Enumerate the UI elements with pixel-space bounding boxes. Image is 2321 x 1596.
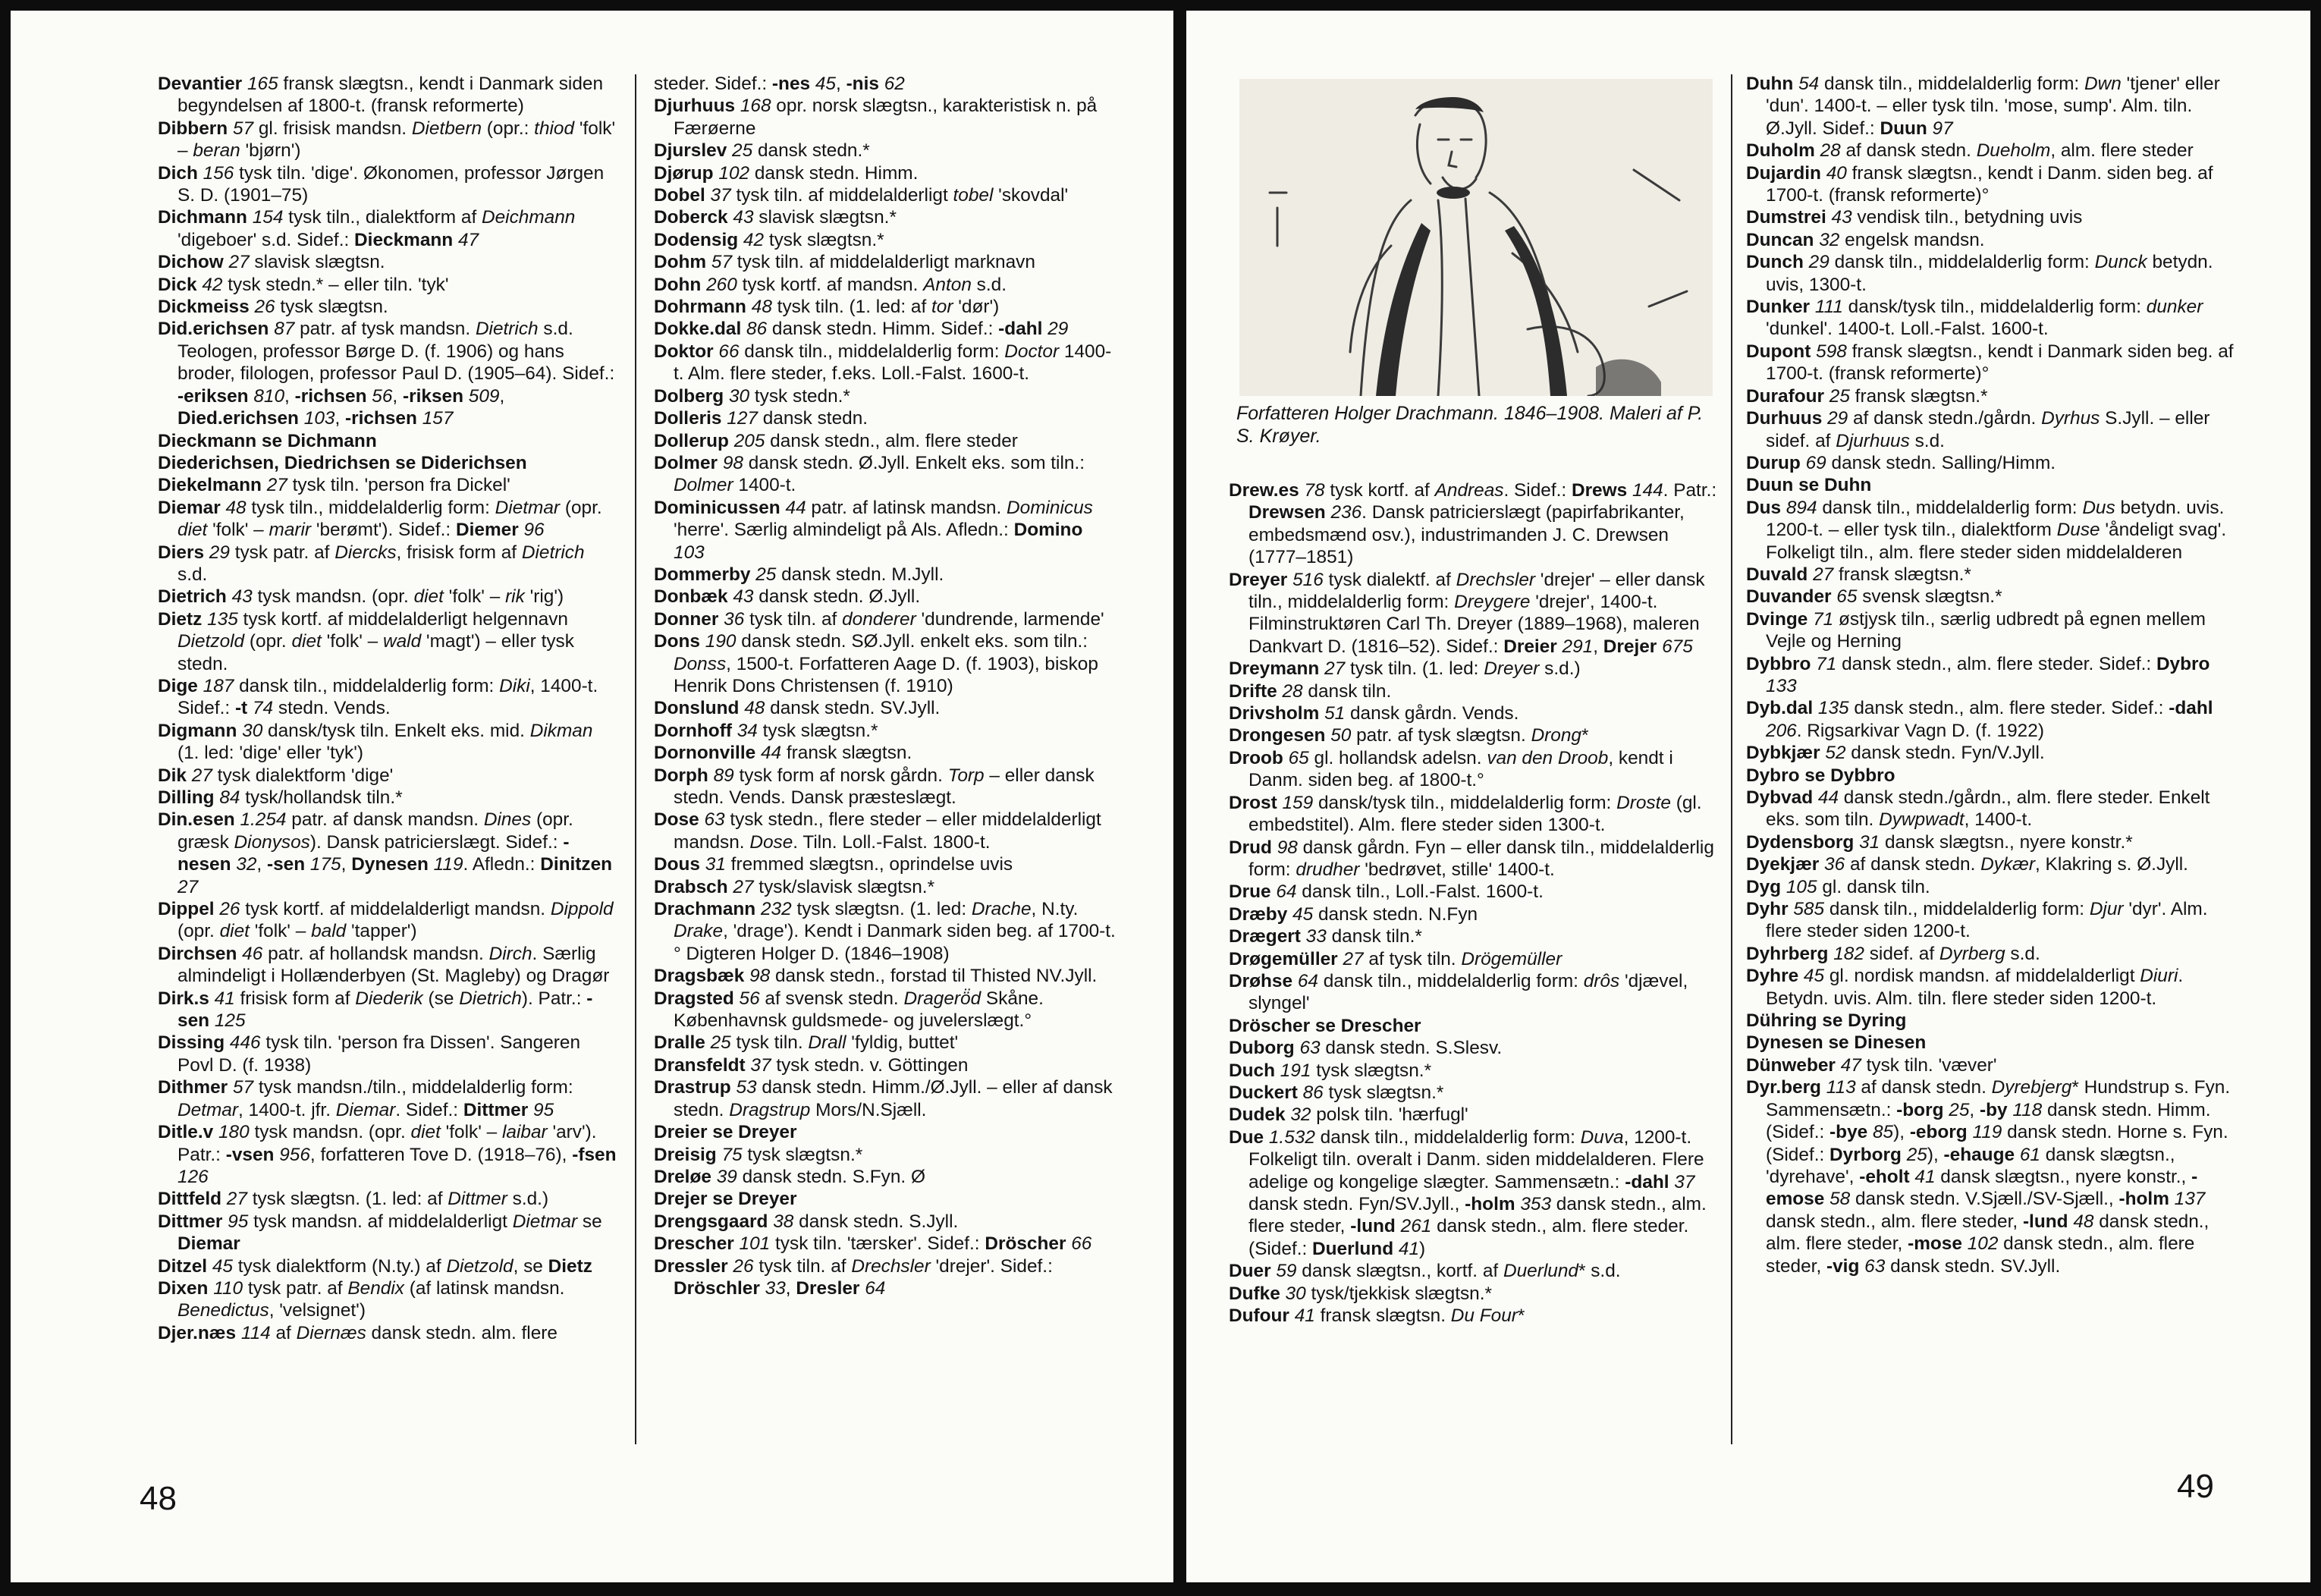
dictionary-entry: Dohm 57 tysk tiln. af middelalderligt marknavn bbox=[654, 252, 1035, 273]
dictionary-entry: Drue 64 dansk tiln., Loll.-Falst. 1600-t. bbox=[1229, 881, 1544, 903]
dictionary-entry: Dupont 598 fransk slægtsn., kendt i Danmark siden beg. af 1700-t. (fransk reformerte)° bbox=[1746, 341, 2234, 385]
column-divider bbox=[635, 74, 636, 1444]
dictionary-entry: Dragsted 56 af svensk stedn. Dragerö̈d Skåne. Københavnsk guldsmede- og juvelerslægt.° bbox=[654, 988, 1044, 1032]
dictionary-entry: Dollerup 205 dansk stedn., alm. flere steder bbox=[654, 430, 1018, 451]
dictionary-entry: Dose 63 tysk stedn., flere steder – eller middelalderligt mandsn. Dose. Tiln. Loll.-Falst. 1800-t. bbox=[654, 809, 1101, 853]
dictionary-entry: Dommerby 25 dansk stedn. M.Jyll. bbox=[654, 564, 944, 585]
dictionary-entry: Dreløe 39 dansk stedn. S.Fyn. Ø bbox=[654, 1166, 925, 1187]
dictionary-entry: Dühring se Dyring bbox=[1746, 1010, 1907, 1032]
dictionary-entry: Donbæk 43 dansk stedn. Ø.Jyll. bbox=[654, 586, 921, 608]
dictionary-entry: Dynesen se Dinesen bbox=[1746, 1032, 1927, 1054]
dictionary-entry: Dolberg 30 tysk stedn.* bbox=[654, 385, 850, 407]
dictionary-entry: Dodensig 42 tysk slægtsn.* bbox=[654, 229, 884, 250]
dictionary-entry: Diederichsen, Diedrichsen se Diderichsen bbox=[158, 452, 527, 473]
dictionary-entry: Duncan 32 engelsk mandsn. bbox=[1746, 229, 1985, 250]
dictionary-entry: Dixen 110 tysk patr. af Bendix (af latinsk mandsn. Benedictus, 'velsignet') bbox=[158, 1277, 565, 1321]
dictionary-entry: Drægert 33 dansk tiln.* bbox=[1229, 926, 1422, 947]
dictionary-entry: Djurhuus 168 opr. norsk slægtsn., karakteristisk n. på Færøerne bbox=[654, 96, 1098, 139]
dictionary-entry: Durhuus 29 af dansk stedn./gårdn. Dyrhus S.Jyll. – eller sidef. af Djurhuus s.d. bbox=[1746, 408, 2210, 451]
dictionary-entry: Dudek 32 polsk tiln. 'hærfugl' bbox=[1229, 1104, 1468, 1126]
dictionary-entry: Drøhse 64 dansk tiln., middelalderlig form: drôs 'djævel, slyngel' bbox=[1229, 970, 1688, 1014]
dictionary-entry: Dick 42 tysk stedn.* – eller tiln. 'tyk' bbox=[158, 274, 449, 295]
dictionary-entry: Dithmer 57 tysk mandsn./tiln., middelalderlig form: Detmar, 1400-t. jfr. Diemar. Sidef.: Dittmer 95 bbox=[158, 1077, 573, 1120]
dictionary-entry: Dolleris 127 dansk stedn. bbox=[654, 408, 868, 429]
dictionary-entry: Drifte 28 dansk tiln. bbox=[1229, 680, 1392, 702]
dictionary-entry: Dybvad 44 dansk stedn./gårdn., alm. flere steder. Enkelt eks. som tiln. Dywpwadt, 1400-t. bbox=[1746, 787, 2210, 831]
dictionary-entry: Devantier 165 fransk slægtsn., kendt i Danmark siden begyndelsen af 1800-t. (fransk reformerte) bbox=[158, 74, 604, 117]
dictionary-entry: Ditle.v 180 tysk mandsn. (opr. diet 'folk' – laibar 'arv'). Patr.: -vsen 956, forfatteren Tove D. (1918–76), -fsen 126 bbox=[158, 1122, 617, 1187]
dictionary-entry: Dik 27 tysk dialektform 'dige' bbox=[158, 765, 394, 786]
dictionary-entry: Drongesen 50 patr. af tysk slægtsn. Drong* bbox=[1229, 725, 1589, 746]
dictionary-entry: Digmann 30 dansk/tysk tiln. Enkelt eks. mid. Dikman (1. led: 'dige' eller 'tyk') bbox=[158, 720, 593, 764]
dictionary-entry: Dohrmann 48 tysk tiln. (1. led: af tor 'dør') bbox=[654, 297, 1000, 318]
dictionary-entry: Dolmer 98 dansk stedn. Ø.Jyll. Enkelt eks. som tiln.: Dolmer 1400-t. bbox=[654, 452, 1085, 496]
dictionary-entry: Dohn 260 tysk kortf. af mandsn. Anton s.d. bbox=[654, 274, 1007, 295]
left-page bbox=[11, 11, 1173, 1582]
dictionary-entry: Dominicussen 44 patr. af latinsk mandsn. Dominicus 'herre'. Særlig almindeligt på Als. Afledn.: Domino 103 bbox=[654, 497, 1093, 563]
dictionary-entry: Dybbro 71 dansk stedn., alm. flere steder. Sidef.: Dybro 133 bbox=[1746, 653, 2210, 696]
dictionary-entry: Dyhr 585 dansk tiln., middelalderlig form: Djur 'dyr'. Alm. flere steder siden 1200-t. bbox=[1746, 899, 2208, 942]
portrait-caption: Forfatteren Holger Drachmann. 1846–1908. Maleri af P. S. Krøyer. bbox=[1236, 403, 1704, 447]
dictionary-entry: Droob 65 gl. hollandsk adelsn. van den Droob, kendt i Danm. siden beg. af 1800-t.° bbox=[1229, 747, 1673, 791]
dictionary-entry: Duvander 65 svensk slægtsn.* bbox=[1746, 586, 2002, 608]
dictionary-entry: Dilling 84 tysk/hollandsk tiln.* bbox=[158, 787, 403, 808]
dictionary-entry: Duer 59 dansk slægtsn., kortf. af Duerlund* s.d. bbox=[1229, 1261, 1621, 1282]
dictionary-entry: Duun se Duhn bbox=[1746, 475, 1872, 496]
dictionary-entry: Dorph 89 tysk form af norsk gårdn. Torp – eller dansk stedn. Vends. Dansk præsteslægt. bbox=[654, 765, 1095, 808]
dictionary-entry: Did.erichsen 87 patr. af tysk mandsn. Dietrich s.d. Teologen, professor Børge D. (f. 1906) og hans broder, filologen, professor Paul D. (1905–64). Sidef.: -eriksen 810, -richsen 56, -riksen 509, Died.erichsen 103, -richsen 157 bbox=[158, 319, 615, 429]
dictionary-entry: Dyr.berg 113 af dansk stedn. Dyrebjerg* Hundstrup s. Fyn. Sammensætn.: -borg 25, -by 118 dansk stedn. Himm. (Sidef.: -bye 85), -eborg 119 dansk stedn. Horne s. Fyn. (Sidef.: Dyrborg 25), -ehauge 61 dansk slægtsn., 'dyrehave', -eholt 41 dansk slægtsn., nyere konstr., -emose 58 dansk stedn. V.Sjæll./SV-Sjæll., -holm 137 dansk stedn., alm. flere steder, -lund 48 dansk stedn., alm. flere steder, -mose 102 dansk stedn., alm. flere steder, -vig 63 dansk stedn. SV.Jyll. bbox=[1746, 1077, 2231, 1277]
dictionary-entry: Dünweber 47 tysk tiln. 'væver' bbox=[1746, 1054, 1997, 1076]
dictionary-entry: Dragsbæk 98 dansk stedn., forstad til Thisted NV.Jyll. bbox=[654, 966, 1098, 987]
dictionary-entry: Dittfeld 27 tysk slægtsn. (1. led: af Dittmer s.d.) bbox=[158, 1189, 549, 1210]
dictionary-entry: Dons 190 dansk stedn. SØ.Jyll. enkelt eks. som tiln.: Donss, 1500-t. Forfatteren Aage D. (f. 1903), biskop Henrik Dons Christensen (f. 1910) bbox=[654, 631, 1098, 696]
dictionary-entry: Dippel 26 tysk kortf. af middelalderligt mandsn. Dippold (opr. diet 'folk' – bald 'tapper') bbox=[158, 899, 614, 942]
dictionary-entry: Dus 894 dansk tiln., middelalderlig form: Dus betydn. uvis. 1200-t. – eller tysk tiln., dialektform Duse 'åndeligt svag'. Folkeligt tiln., alm. flere steder siden middelalderen bbox=[1746, 497, 2227, 563]
portrait-illustration bbox=[1239, 79, 1713, 396]
dictionary-entry: Drivsholm 51 dansk gårdn. Vends. bbox=[1229, 703, 1519, 724]
dictionary-entry: Donslund 48 dansk stedn. SV.Jyll. bbox=[654, 698, 941, 719]
column-divider bbox=[1731, 74, 1732, 1444]
dictionary-entry: Duvald 27 fransk slægtsn.* bbox=[1746, 564, 1971, 585]
dictionary-entry: Duch 191 tysk slægtsn.* bbox=[1229, 1060, 1432, 1081]
dictionary-entry: Dujardin 40 fransk slægtsn., kendt i Danm. siden beg. af 1700-t. (fransk reformerte)° bbox=[1746, 162, 2213, 206]
right-page bbox=[1186, 11, 2310, 1582]
dictionary-entry: Dunker 111 dansk/tysk tiln., middelalderlig form: dunker 'dunkel'. 1400-t. Loll.-Falst. 1600-t. bbox=[1746, 297, 2203, 340]
dictionary-entry: Drachmann 232 tysk slægtsn. (1. led: Drache, N.ty. Drake, 'drage'). Kendt i Danmark siden beg. af 1700-t.° Digteren Holger D. (1846–1908) bbox=[654, 899, 1116, 964]
dictionary-entry: Drastrup 53 dansk stedn. Himm./Ø.Jyll. – eller af dansk stedn. Dragstrup Mors/N.Sjæll. bbox=[654, 1077, 1113, 1120]
dictionary-entry: Dufour 41 fransk slægtsn. Du Four* bbox=[1229, 1305, 1525, 1327]
dictionary-entry: Dokke.dal 86 dansk stedn. Himm. Sidef.: -dahl 29 bbox=[654, 319, 1069, 340]
dictionary-entry: Drabsch 27 tysk/slavisk slægtsn.* bbox=[654, 876, 935, 897]
dictionary-entry: Drengsgaard 38 dansk stedn. S.Jyll. bbox=[654, 1211, 959, 1232]
dictionary-entry: Dirchsen 46 patr. af hollandsk mandsn. Dirch. Særlig almindeligt i Hollænderbyen (St. Magleby) og Dragør bbox=[158, 943, 610, 987]
dictionary-entry: Diemar 48 tysk tiln., middelalderlig form: Dietmar (opr. diet 'folk' – marir 'berømt'). Sidef.: Diemer 96 bbox=[158, 497, 602, 541]
dictionary-entry: Dreymann 27 tysk tiln. (1. led: Dreyer s.d.) bbox=[1229, 658, 1581, 680]
dictionary-entry: Dybkjær 52 dansk stedn. Fyn/V.Jyll. bbox=[1746, 743, 2045, 764]
dictionary-entry: Dornhoff 34 tysk slægtsn.* bbox=[654, 720, 878, 741]
dictionary-entry: Duhn 54 dansk tiln., middelalderlig form: Dwn 'tjener' eller 'dun'. 1400-t. – eller tysk tiln. 'mose, sump'. Alm. tiln. Ø.Jyll. Sidef.: Duun 97 bbox=[1746, 74, 2220, 139]
dictionary-entry: Dyhre 45 gl. nordisk mandsn. af middelalderligt Diuri. Betydn. uvis. Alm. tiln. flere steder siden 1200-t. bbox=[1746, 966, 2184, 1009]
left-column-2 bbox=[654, 73, 1118, 1444]
dictionary-entry: Dickmeiss 26 tysk slægtsn. bbox=[158, 297, 388, 318]
dictionary-entry: Duholm 28 af dansk stedn. Dueholm, alm. flere steder bbox=[1746, 140, 2194, 162]
dictionary-entry: Dietrich 43 tysk mandsn. (opr. diet 'folk' – rik 'rig') bbox=[158, 586, 564, 608]
dictionary-entry: steder. Sidef.: -nes 45, -nis 62 bbox=[654, 74, 905, 94]
dictionary-entry: Dich 156 tysk tiln. 'dige'. Økonomen, professor Jørgen S. D. (1901–75) bbox=[158, 162, 605, 206]
dictionary-entry: Dumstrei 43 vendisk tiln., betydning uvis bbox=[1746, 207, 2083, 228]
dictionary-entry: Dyg 105 gl. dansk tiln. bbox=[1746, 876, 1930, 897]
dictionary-entry: Dornonville 44 fransk slægtsn. bbox=[654, 743, 912, 764]
dictionary-entry: Drejer se Dreyer bbox=[654, 1189, 797, 1210]
dictionary-entry: Dreier se Dreyer bbox=[654, 1122, 797, 1143]
dictionary-entry: Drost 159 dansk/tysk tiln., middelalderlig form: Droste (gl. embedstitel). Alm. flere steder siden 1300-t. bbox=[1229, 792, 1702, 836]
dictionary-entry: Dræby 45 dansk stedn. N.Fyn bbox=[1229, 903, 1478, 925]
dictionary-entry: Dreisig 75 tysk slægtsn.* bbox=[654, 1144, 863, 1165]
dictionary-entry: Dittmer 95 tysk mandsn. af middelalderligt Dietmar se Diemar bbox=[158, 1211, 602, 1255]
dictionary-entry: Diers 29 tysk patr. af Diercks, frisisk form af Dietrich s.d. bbox=[158, 542, 585, 585]
page-number: 49 bbox=[2177, 1468, 2214, 1505]
dictionary-entry: Dichmann 154 tysk tiln., dialektform af Deichmann 'digeboer' s.d. Sidef.: Dieckmann 47 bbox=[158, 207, 576, 250]
dictionary-entry: Dirk.s 41 frisisk form af Diederik (se Dietrich). Patr.: -sen 125 bbox=[158, 988, 593, 1032]
dictionary-entry: Dröscher se Drescher bbox=[1229, 1015, 1421, 1036]
dictionary-entry: Drøgemüller 27 af tysk tiln. Drögemüller bbox=[1229, 948, 1563, 969]
dictionary-entry: Dige 187 dansk tiln., middelalderlig form: Diki, 1400-t. Sidef.: -t 74 stedn. Vends. bbox=[158, 675, 598, 719]
dictionary-entry: Dufke 30 tysk/tjekkisk slægtsn.* bbox=[1229, 1283, 1493, 1304]
right-column-2 bbox=[1746, 73, 2236, 1444]
dictionary-entry: Dreyer 516 tysk dialektf. af Drechsler 'drejer' – eller dansk tiln., middelalderlig form: Dreygere 'drejer', 1400-t. Filminstruktøren Carl Th. Dreyer (1889–1968), maleren Dankvart D. (1816–52). Sidef.: Dreier 291, Drejer 675 bbox=[1229, 569, 1705, 657]
dictionary-entry: Dyb.dal 135 dansk stedn., alm. flere steder. Sidef.: -dahl 206. Rigsarkivar Vagn D. (f. 1922) bbox=[1746, 698, 2213, 741]
left-column-1 bbox=[158, 73, 618, 1444]
dictionary-entry: Duckert 86 tysk slægtsn.* bbox=[1229, 1082, 1444, 1103]
dictionary-entry: Dibbern 57 gl. frisisk mandsn. Dietbern (opr.: thiod 'folk' – beran 'bjørn') bbox=[158, 118, 616, 162]
dictionary-entry: Dunch 29 dansk tiln., middelalderlig form: Dunck betydn. uvis, 1300-t. bbox=[1746, 252, 2213, 295]
dictionary-entry: Dietz 135 tysk kortf. af middelalderligt helgennavn Dietzold (opr. diet 'folk' – wald 'magt') – eller tysk stedn. bbox=[158, 608, 574, 674]
dictionary-entry: Dyhrberg 182 sidef. af Dyrberg s.d. bbox=[1746, 943, 2040, 964]
dictionary-entry: Ditzel 45 tysk dialektform (N.ty.) af Dietzold, se Dietz bbox=[158, 1255, 592, 1277]
dictionary-entry: Duborg 63 dansk stedn. S.Slesv. bbox=[1229, 1038, 1503, 1059]
dictionary-entry: Dyekjær 36 af dansk stedn. Dykær, Klakring s. Ø.Jyll. bbox=[1746, 854, 2188, 875]
dictionary-entry: Dous 31 fremmed slægtsn., oprindelse uvis bbox=[654, 854, 1013, 875]
page-number: 48 bbox=[140, 1480, 177, 1517]
dictionary-entry: Djørup 102 dansk stedn. Himm. bbox=[654, 162, 919, 184]
dictionary-entry: Drescher 101 tysk tiln. 'tærsker'. Sidef.: Dröscher 66 bbox=[654, 1233, 1092, 1255]
dictionary-entry: Diekelmann 27 tysk tiln. 'person fra Dickel' bbox=[158, 475, 510, 496]
dictionary-entry: Dichow 27 slavisk slægtsn. bbox=[158, 252, 385, 273]
portrait-drawing bbox=[1239, 79, 1713, 396]
dictionary-entry: Due 1.532 dansk tiln., middelalderlig form: Duva, 1200-t. Folkeligt tiln. overalt i Danm. siden middelalderen. Flere adelige og kongelige slægter. Sammensætn.: -dahl 37 dansk stedn. Fyn/SV.Jyll., -holm 353 dansk stedn., alm. flere steder, -lund 261 dansk stedn., alm. flere steder. (Sidef.: Duerlund 41) bbox=[1229, 1126, 1707, 1259]
dictionary-entry: Dieckmann se Dichmann bbox=[158, 430, 377, 451]
dictionary-entry: Dobel 37 tysk tiln. af middelalderligt tobel 'skovdal' bbox=[654, 185, 1069, 206]
dictionary-entry: Djurslev 25 dansk stedn.* bbox=[654, 140, 870, 162]
right-column-1 bbox=[1229, 479, 1719, 1444]
dictionary-entry: Din.esen 1.254 patr. af dansk mandsn. Dines (opr. græsk Dionysos). Dansk patricierslægt. Sidef.: -nesen 32, -sen 175, Dynesen 119. Afledn.: Dinitzen 27 bbox=[158, 809, 613, 897]
dictionary-entry: Dvinge 71 østjysk tiln., særlig udbredt på egnen mellem Vejle og Herning bbox=[1746, 608, 2206, 652]
dictionary-entry: Dralle 25 tysk tiln. Drall 'fyldig, buttet' bbox=[654, 1032, 959, 1054]
dictionary-entry: Durafour 25 fransk slægtsn.* bbox=[1746, 385, 1988, 407]
dictionary-entry: Dydensborg 31 dansk slægtsn., nyere konstr.* bbox=[1746, 831, 2133, 853]
dictionary-entry: Durup 69 dansk stedn. Salling/Himm. bbox=[1746, 452, 2056, 473]
dictionary-entry: Dressler 26 tysk tiln. af Drechsler 'drejer'. Sidef.: Dröschler 33, Dresler 64 bbox=[654, 1255, 1053, 1299]
dictionary-entry: Djer.næs 114 af Diernæs dansk stedn. alm. flere bbox=[158, 1322, 557, 1343]
dictionary-entry: Drew.es 78 tysk kortf. af Andreas. Sidef.: Drews 144. Patr.: Drewsen 236. Dansk patricierslægt (papirfabrikanter, embedsmænd osv.), industrimanden J. C. Drewsen (1777–1851) bbox=[1229, 480, 1717, 568]
dictionary-entry: Doberck 43 slavisk slægtsn.* bbox=[654, 207, 897, 228]
dictionary-entry: Doktor 66 dansk tiln., middelalderlig form: Doctor 1400-t. Alm. flere steder, f.eks. Loll.-Falst. 1600-t. bbox=[654, 341, 1112, 385]
dictionary-entry: Dransfeldt 37 tysk stedn. v. Göttingen bbox=[654, 1054, 969, 1076]
dictionary-entry: Donner 36 tysk tiln. af donderer 'dundrende, larmende' bbox=[654, 608, 1104, 630]
dictionary-entry: Dissing 446 tysk tiln. 'person fra Dissen'. Sangeren Povl D. (f. 1938) bbox=[158, 1032, 581, 1076]
dictionary-entry: Dybro se Dybbro bbox=[1746, 765, 1895, 786]
dictionary-entry: Drud 98 dansk gårdn. Fyn – eller dansk tiln., middelalderlig form: drudher 'bedrøvet, stille' 1400-t. bbox=[1229, 837, 1714, 880]
